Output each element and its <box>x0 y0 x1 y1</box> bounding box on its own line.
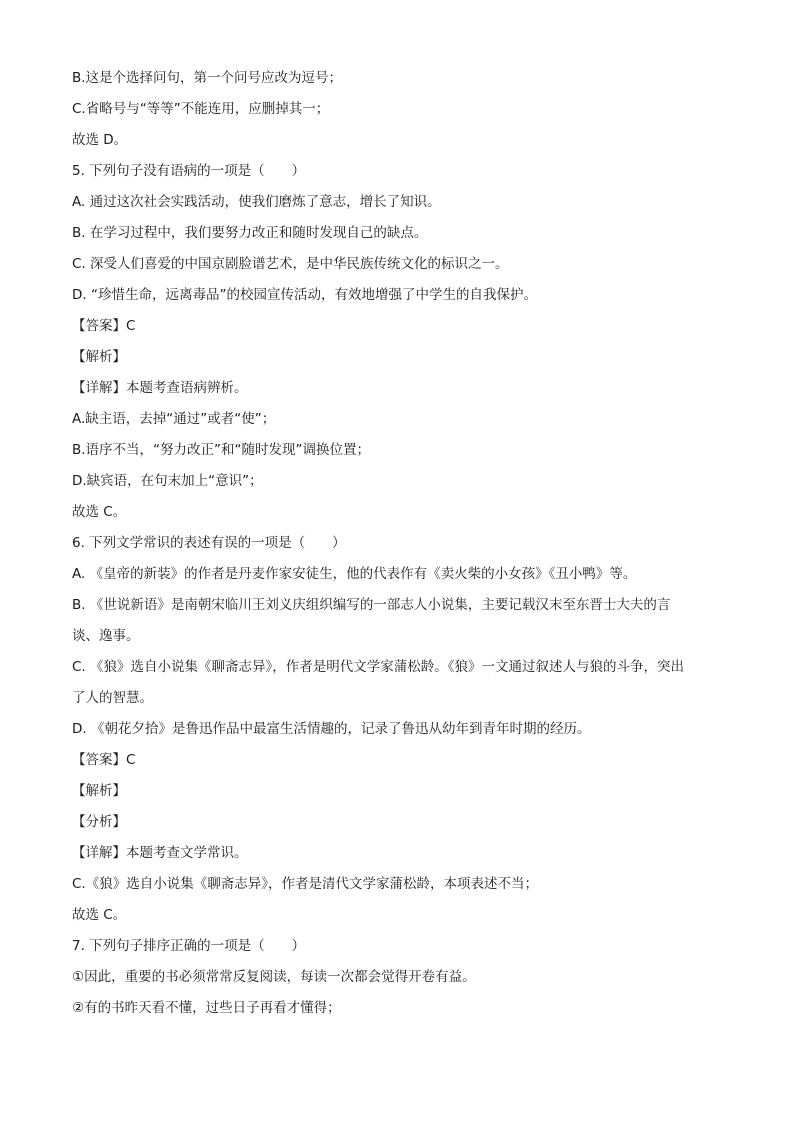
text-line: C.省略号与“等等”不能连用，应删掉其一； <box>72 101 330 117</box>
question-5-option-a: A. 通过这次社会实践活动，使我们磨炼了意志，增长了知识。 <box>72 194 441 210</box>
question-5-option-c: C. 深受人们喜爱的中国京剧脸谱艺术，是中华民族传统文化的标识之一。 <box>72 256 509 272</box>
question-5-stem: 5. 下列句子没有语病的一项是（ ） <box>72 163 306 179</box>
question-6-option-b-cont: 谈、逸事。 <box>72 628 140 644</box>
document-body <box>72 63 722 1024</box>
analysis-label: 【解析】 <box>72 349 126 365</box>
text-line: 故选 C。 <box>72 907 127 923</box>
question-6-option-b: B. 《世说新语》是南朝宋临川王刘义庆组织编写的一部志人小说集，主要记载汉末至东晋士大夫的言 <box>72 597 671 613</box>
analysis-sub-label: 【分析】 <box>72 814 126 830</box>
answer-label: 【答案】C <box>72 318 136 334</box>
text-line: 故选 C。 <box>72 504 127 520</box>
question-6-option-c: C. 《狼》选自小说集《聊斋志异》，作者是明代文学家蒲松龄。《狼》一文通过叙述人与狼的斗争，突出 <box>72 659 685 675</box>
text-line: A.缺主语，去掉“通过”或者“使”； <box>72 411 276 427</box>
question-6-option-c-cont: 了人的智慧。 <box>72 690 153 706</box>
analysis-label: 【解析】 <box>72 783 126 799</box>
text-line: B.语序不当，“努力改正”和“随时发现”调换位置； <box>72 442 371 458</box>
question-5-option-d: D. “珍惜生命，远离毒品”的校园宣传活动，有效地增强了中学生的自我保护。 <box>72 287 537 303</box>
question-6-stem: 6. 下列文学常识的表述有误的一项是（ ） <box>72 535 346 551</box>
text-line: B.这是个选择问句，第一个问号应改为逗号； <box>72 70 343 86</box>
question-5-option-b: B. 在学习过程中，我们要努力改正和随时发现自己的缺点。 <box>72 225 428 241</box>
detail-label: 【详解】本题考查语病辨析。 <box>72 380 248 396</box>
question-7-item-1: ①因此，重要的书必须常常反复阅读，每读一次都会觉得开卷有益。 <box>72 969 476 985</box>
question-6-option-d: D. 《朝花夕拾》是鲁迅作品中最富生活情趣的，记录了鲁迅从幼年到青年时期的经历。 <box>72 721 591 737</box>
question-6-option-a: A. 《皇帝的新装》的作者是丹麦作家安徒生，他的代表作有《卖火柴的小女孩》《丑小鸭》等。 <box>72 566 637 582</box>
question-7-item-2: ②有的书昨天看不懂，过些日子再看才懂得； <box>72 1000 341 1016</box>
text-line: C.《狼》选自小说集《聊斋志异》，作者是清代文学家蒲松龄，本项表述不当； <box>72 876 538 892</box>
answer-label: 【答案】C <box>72 752 136 768</box>
detail-label: 【详解】本题考查文学常识。 <box>72 845 248 861</box>
text-line: 故选 D。 <box>72 132 128 148</box>
text-line: D.缺宾语，在句末加上“意识”； <box>72 473 263 489</box>
question-7-stem: 7. 下列句子排序正确的一项是（ ） <box>72 938 306 954</box>
